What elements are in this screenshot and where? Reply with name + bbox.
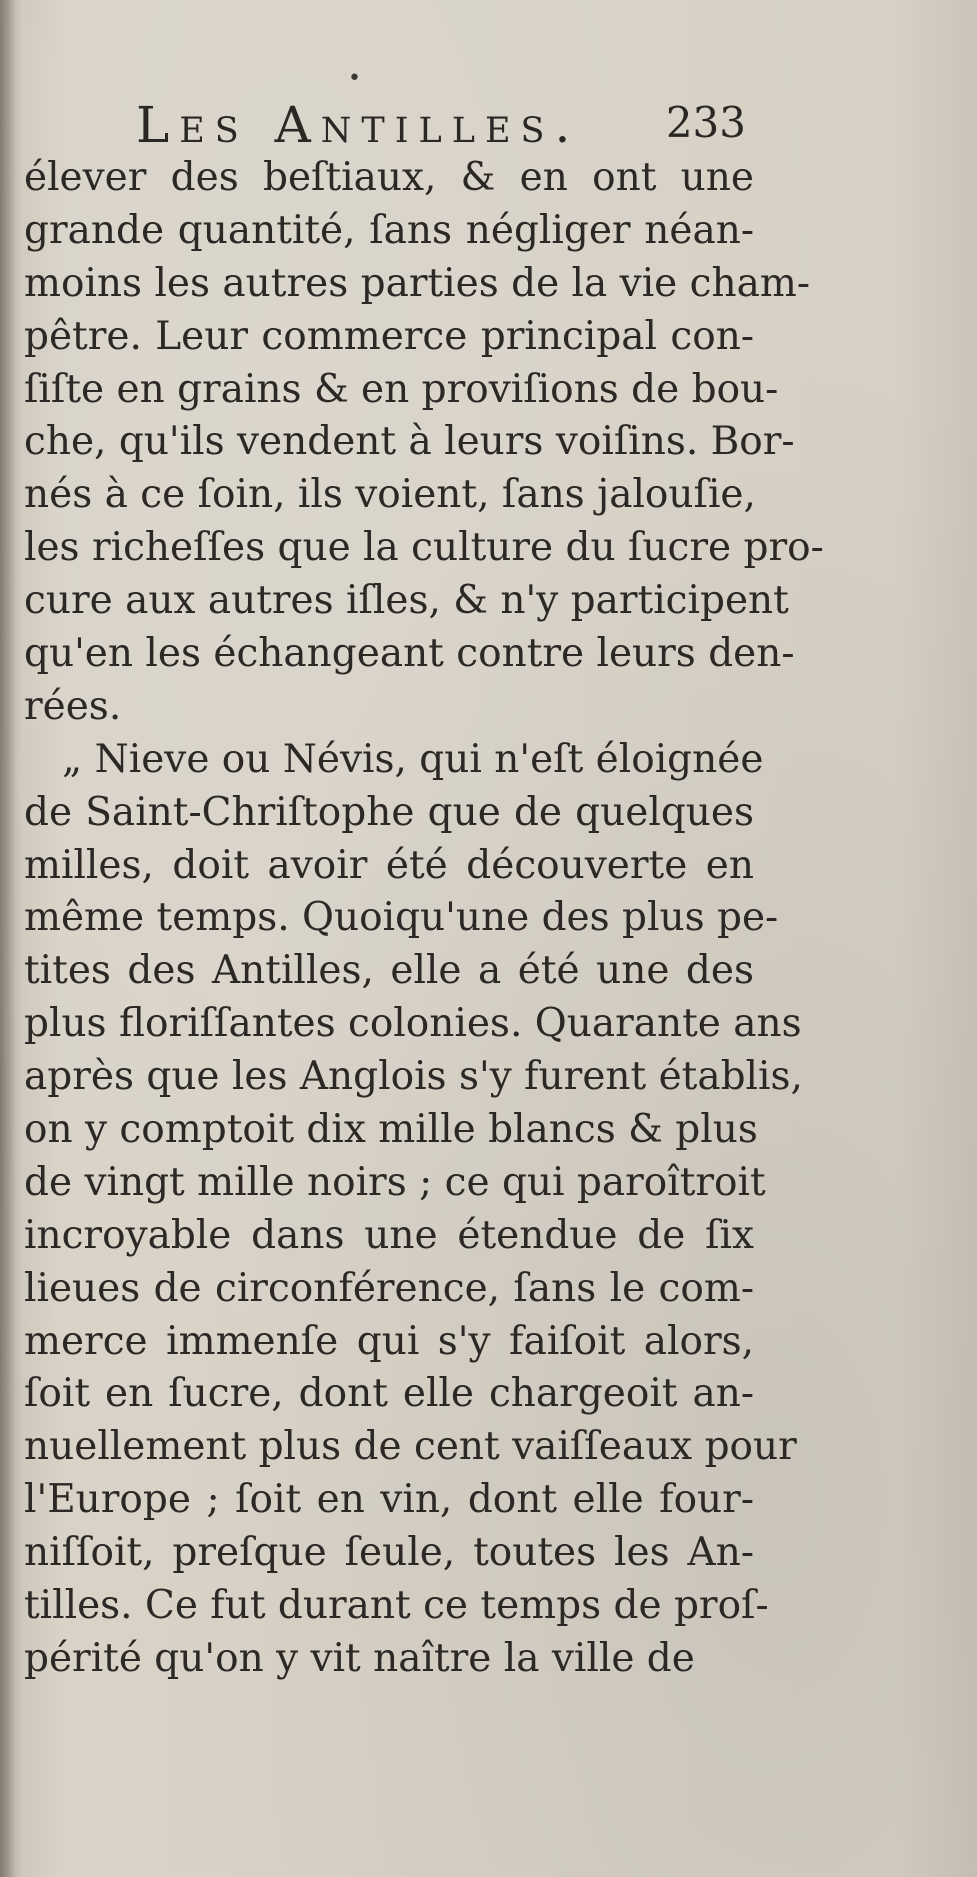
text-line: de Saint-Chriſtophe que de quelques <box>24 789 754 835</box>
text-line: grande quantité, ſans négliger néan- <box>24 207 754 253</box>
text-line: nuellement plus de cent vaiſſeaux pour <box>24 1424 797 1470</box>
text-line: cure aux autres iſles, & n'y participent <box>24 578 789 624</box>
text-line: niſſoit, preſque ſeule, toutes les An- <box>24 1530 754 1576</box>
text-line: les richeſſes que la culture du ſucre pro- <box>24 525 824 571</box>
text-line: nés à ce ſoin, ils voient, ſans jalouſie, <box>24 472 756 518</box>
text-line: qu'en les échangeant contre leurs den- <box>24 631 795 677</box>
printer-mark: • <box>348 66 361 91</box>
body-text <box>24 152 824 1686</box>
text-line: merce immenſe qui s'y faiſoit alors, <box>24 1318 754 1364</box>
text-line: tilles. Ce fut durant ce temps de proſ- <box>24 1583 769 1629</box>
text-line: milles, doit avoir été découverte en <box>24 842 754 888</box>
text-line: che, qu'ils vendent à leurs voiſins. Bor- <box>24 419 795 465</box>
paragraph-start-line: „ Nieve ou Névis, qui n'eſt éloignée <box>62 736 764 782</box>
text-line: périté qu'on y vit naître la ville de <box>24 1635 695 1681</box>
text-line: on y comptoit dix mille blancs & plus <box>24 1107 758 1153</box>
text-line: de vingt mille noirs ; ce qui paroîtroit <box>24 1159 766 1205</box>
text-line: élever des beſtiaux, & en ont une <box>24 155 754 200</box>
page-number: 233 <box>665 98 746 147</box>
running-title: Les Antilles. <box>136 96 581 154</box>
text-line: ſoit en ſucre, dont elle chargeoit an- <box>24 1371 754 1417</box>
text-line: tites des Antilles, elle a été une des <box>24 948 754 994</box>
text-line: rées. <box>24 683 122 729</box>
page-header <box>136 96 746 156</box>
text-line: moins les autres parties de la vie cham- <box>24 260 811 306</box>
text-line: lieues de circonférence, ſans le com- <box>24 1265 754 1311</box>
text-line: pêtre. Leur commerce principal con- <box>24 313 754 359</box>
text-line: ſiſte en grains & en proviſions de bou- <box>24 366 779 412</box>
text-line: même temps. Quoiqu'une des plus pe- <box>24 895 779 941</box>
text-line: incroyable dans une étendue de ſix <box>24 1212 754 1258</box>
text-line: après que les Anglois s'y furent établis, <box>24 1054 803 1100</box>
text-line: plus floriſſantes colonies. Quarante ans <box>24 1001 802 1047</box>
text-line: l'Europe ; ſoit en vin, dont elle four- <box>24 1477 754 1523</box>
